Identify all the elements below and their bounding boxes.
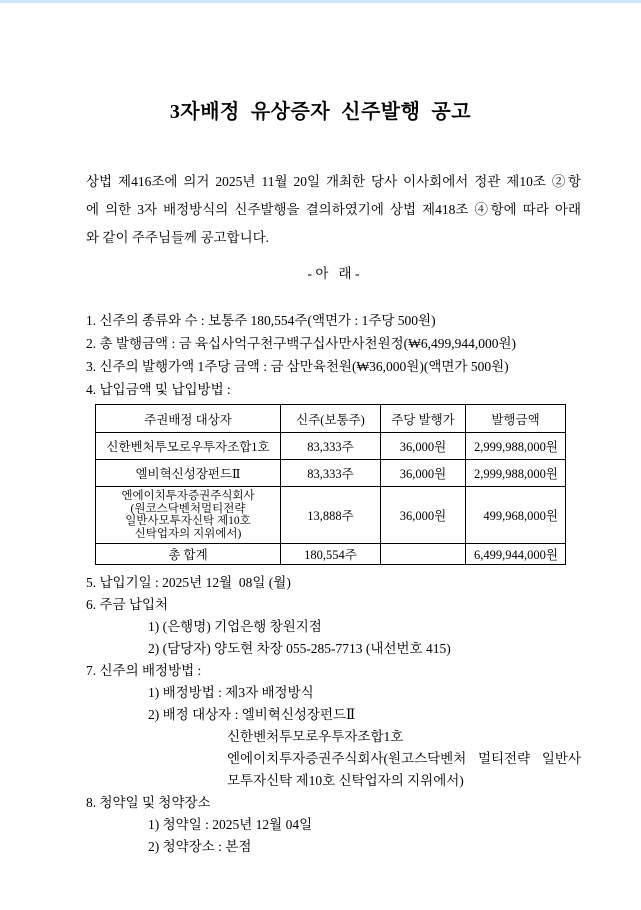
sub-list-item: 1) (은행명) 기업은행 창원지점 bbox=[148, 619, 322, 634]
numbered-items-bottom bbox=[86, 572, 581, 858]
list-item: 4. 납입금액 및 납입방법 : bbox=[86, 382, 231, 397]
list-item: 6. 주금 납입처 bbox=[86, 597, 169, 612]
continuation-line: 엔에이치투자증권주식회사(원고스닥벤처 멀티전략 일반사 bbox=[227, 751, 581, 766]
sub-list-item: 2) 청약장소 : 본점 bbox=[148, 839, 252, 854]
cell-amount: 499,968,000원 bbox=[466, 487, 566, 544]
intro-line: 상법 제416조에 의거 2025년 11월 20일 개최한 당사 이사회에서 정관 제10조 ②항 bbox=[86, 174, 581, 189]
below-marker: - 아 래 - bbox=[307, 266, 360, 281]
list-item: 7. 신주의 배정방법 : bbox=[86, 663, 202, 678]
cell-target: 총 합계 bbox=[96, 544, 281, 565]
table-row bbox=[96, 433, 566, 460]
cell-target bbox=[96, 487, 281, 544]
cell-price: 36,000원 bbox=[381, 433, 466, 460]
target-line: (원코스닥벤처멀티전략 bbox=[130, 502, 246, 515]
table-total-row bbox=[96, 544, 566, 565]
sub-list-item: 2) (담당자) 양도현 차장 055-285-7713 (내선번호 415) bbox=[148, 641, 451, 656]
document-body bbox=[86, 168, 581, 858]
cell-amount: 2,999,988,000원 bbox=[466, 460, 566, 487]
allocation-table bbox=[95, 404, 566, 565]
cell-shares: 83,333주 bbox=[281, 433, 381, 460]
page-title: 3자배정 유상증자 신주발행 공고 bbox=[169, 101, 472, 123]
cell-shares: 180,554주 bbox=[281, 544, 381, 565]
cell-target: 신한벤처투모로우투자조합1호 bbox=[96, 433, 281, 460]
list-item: 8. 청약일 및 청약장소 bbox=[86, 795, 211, 810]
intro-line: 와 같이 주주님들께 공고합니다. bbox=[86, 230, 270, 245]
intro-line: 에 의한 3자 배정방식의 신주발행을 결의하였기에 상법 제418조 ④항에 따라 아래 bbox=[86, 202, 581, 217]
table-header-row bbox=[96, 405, 566, 433]
col-header-shares: 신주(보통주) bbox=[281, 405, 381, 433]
continuation-line: 모투자신탁 제10호 신탁업자의 지위에서) bbox=[227, 773, 464, 788]
table-row bbox=[96, 460, 566, 487]
sub-list-item: 2) 배정 대상자 : 엘비혁신성장펀드Ⅱ bbox=[148, 707, 356, 722]
cell-shares: 83,333주 bbox=[281, 460, 381, 487]
target-line: 일반사모투자신탁 제10호 bbox=[125, 515, 251, 527]
target-line: 엔에이치투자증권주식회사 bbox=[121, 490, 255, 502]
col-header-target: 주권배정 대상자 bbox=[96, 405, 281, 433]
col-header-amount: 발행금액 bbox=[466, 405, 566, 433]
cell-target: 엘비혁신성장펀드Ⅱ bbox=[96, 460, 281, 487]
cell-amount: 6,499,944,000원 bbox=[466, 544, 566, 565]
window-edge-strip bbox=[0, 0, 641, 3]
sub-list-item: 1) 청약일 : 2025년 12월 04일 bbox=[148, 817, 313, 832]
cell-amount: 2,999,988,000원 bbox=[466, 433, 566, 460]
list-item: 1. 신주의 종류와 수 : 보통주 180,554주(액면가 : 1주당 500원) bbox=[86, 313, 436, 328]
sub-list-item: 1) 배정방법 : 제3자 배정방식 bbox=[148, 685, 314, 700]
table-row bbox=[96, 487, 566, 544]
cell-price bbox=[381, 544, 466, 565]
col-header-price: 주당 발행가 bbox=[381, 405, 466, 433]
list-item: 5. 납입기일 : 2025년 12월 08일 (월) bbox=[86, 575, 291, 590]
list-item: 2. 총 발행금액 : 금 육십사억구천구백구십사만사천원정(₩6,499,944,000원) bbox=[86, 336, 517, 351]
target-line: 신탁업자의 지위에서) bbox=[134, 527, 242, 540]
cell-shares: 13,888주 bbox=[281, 487, 381, 544]
cell-price: 36,000원 bbox=[381, 460, 466, 487]
numbered-items-top bbox=[86, 309, 581, 401]
continuation-line: 신한벤처투모로우투자조합1호 bbox=[227, 729, 404, 744]
cell-price: 36,000원 bbox=[381, 487, 466, 544]
list-item: 3. 신주의 발행가액 1주당 금액 : 금 삼만육천원(₩36,000원)(액면가 500원) bbox=[86, 359, 509, 374]
intro-paragraph bbox=[86, 168, 581, 252]
